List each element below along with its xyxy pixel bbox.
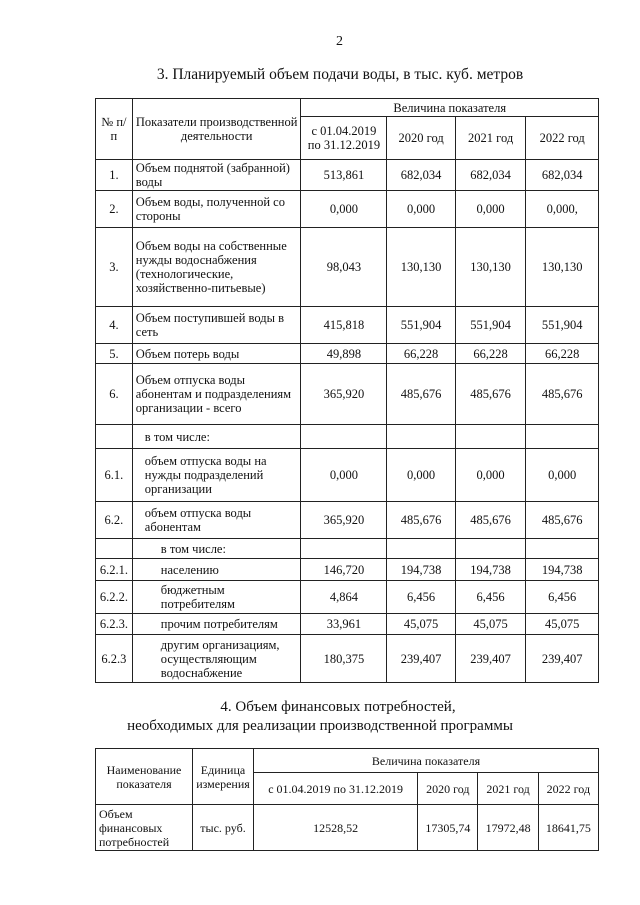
row-num: 6. — [96, 364, 133, 425]
section-3-title: 3. Планируемый объем подачи воды, в тыс. куб. метров — [156, 66, 524, 83]
row-value: 682,034 — [455, 160, 526, 191]
row-num: 6.1. — [96, 449, 133, 502]
table-row — [96, 539, 599, 559]
row-value: 130,130 — [387, 228, 455, 307]
table-row — [96, 425, 599, 449]
row-name: в том числе: — [132, 425, 301, 449]
row-value: 485,676 — [455, 502, 526, 539]
header-period-4: 2022 год — [538, 773, 598, 805]
header-period-4: 2022 год — [526, 117, 599, 160]
row-value: 66,228 — [526, 344, 599, 364]
row-name: прочим потребителям — [132, 614, 301, 635]
header-value-group: Величина показателя — [301, 99, 599, 117]
row-value: 0,000 — [301, 191, 387, 228]
table-row — [96, 449, 599, 502]
row-value: 6,456 — [455, 581, 526, 614]
header-period-1: с 01.04.2019 по 31.12.2019 — [254, 773, 418, 805]
row-value — [301, 425, 387, 449]
header-value-group: Величина показателя — [254, 749, 599, 773]
row-value: 130,130 — [455, 228, 526, 307]
row-name: Объем финансовых потребностей — [96, 805, 193, 851]
row-value — [526, 539, 599, 559]
water-supply-table — [95, 98, 599, 683]
row-value: 551,904 — [526, 307, 599, 344]
page-number: 2 — [336, 34, 343, 49]
row-num — [96, 425, 133, 449]
row-value — [526, 425, 599, 449]
row-value: 365,920 — [301, 364, 387, 425]
row-value: 513,861 — [301, 160, 387, 191]
header-period-1: с 01.04.2019 по 31.12.2019 — [301, 117, 387, 160]
row-value: 485,676 — [526, 364, 599, 425]
row-num: 6.2. — [96, 502, 133, 539]
row-value: 17972,48 — [478, 805, 538, 851]
row-name: объем отпуска воды на нужды подразделений организации — [132, 449, 301, 502]
header-unit: Единица измерения — [193, 749, 254, 805]
row-value: 239,407 — [455, 635, 526, 683]
row-num: 6.2.1. — [96, 559, 133, 581]
table-row — [96, 344, 599, 364]
row-value: 18641,75 — [538, 805, 598, 851]
row-value: 682,034 — [387, 160, 455, 191]
row-value: 0,000 — [455, 191, 526, 228]
table-row — [96, 559, 599, 581]
row-num: 1. — [96, 160, 133, 191]
row-value: 0,000 — [301, 449, 387, 502]
row-value: 4,864 — [301, 581, 387, 614]
row-name: Объем воды, полученной со стороны — [132, 191, 301, 228]
row-value: 682,034 — [526, 160, 599, 191]
header-period-3: 2021 год — [455, 117, 526, 160]
row-value: 194,738 — [455, 559, 526, 581]
header-num: № п/п — [96, 99, 133, 160]
header-period-2: 2020 год — [387, 117, 455, 160]
row-value: 485,676 — [387, 364, 455, 425]
section-4-title-line2: необходимых для реализации производственной программы — [127, 718, 513, 734]
row-value: 98,043 — [301, 228, 387, 307]
row-value: 0,000 — [526, 449, 599, 502]
table-row — [96, 364, 599, 425]
row-num: 6.2.3. — [96, 614, 133, 635]
row-value: 485,676 — [387, 502, 455, 539]
row-name: в том числе: — [132, 539, 301, 559]
row-value — [301, 539, 387, 559]
row-value: 180,375 — [301, 635, 387, 683]
row-name: Объем потерь воды — [132, 344, 301, 364]
row-value: 12528,52 — [254, 805, 418, 851]
table-row — [96, 502, 599, 539]
row-value: 551,904 — [455, 307, 526, 344]
row-name: бюджетным потребителям — [132, 581, 301, 614]
row-value: 365,920 — [301, 502, 387, 539]
row-value — [387, 539, 455, 559]
table-row — [96, 307, 599, 344]
row-value: 0,000, — [526, 191, 599, 228]
row-num: 2. — [96, 191, 133, 228]
row-value: 6,456 — [387, 581, 455, 614]
row-name: другим организациям, осуществляющим водоснабжение — [132, 635, 301, 683]
row-value: 0,000 — [387, 191, 455, 228]
header-period-3: 2021 год — [478, 773, 538, 805]
row-value: 45,075 — [387, 614, 455, 635]
row-value: 485,676 — [526, 502, 599, 539]
row-name: объем отпуска воды абонентам — [132, 502, 301, 539]
row-num: 3. — [96, 228, 133, 307]
row-name: Объем воды на собственные нужды водоснабжения (технологические, хозяйственно-питьевые) — [132, 228, 301, 307]
row-value: 66,228 — [387, 344, 455, 364]
row-value: 49,898 — [301, 344, 387, 364]
row-value: 45,075 — [455, 614, 526, 635]
table-row — [96, 228, 599, 307]
row-num: 5. — [96, 344, 133, 364]
row-name: Объем поступившей воды в сеть — [132, 307, 301, 344]
row-num: 6.2.2. — [96, 581, 133, 614]
header-name: Показатели производственной деятельности — [132, 99, 301, 160]
row-name: населению — [132, 559, 301, 581]
row-name: Объем поднятой (забранной) воды — [132, 160, 301, 191]
row-value — [455, 539, 526, 559]
row-value: 0,000 — [455, 449, 526, 502]
table-row — [96, 614, 599, 635]
header-name: Наименование показателя — [96, 749, 193, 805]
row-value: 239,407 — [387, 635, 455, 683]
row-value: 551,904 — [387, 307, 455, 344]
row-value: 6,456 — [526, 581, 599, 614]
section-4-title-line1: 4. Объем финансовых потребностей, — [220, 699, 456, 715]
table-row — [96, 191, 599, 228]
table-row — [96, 581, 599, 614]
row-value: 17305,74 — [418, 805, 478, 851]
row-num — [96, 539, 133, 559]
header-row — [96, 749, 599, 773]
row-name: Объем отпуска воды абонентам и подразделениям организации - всего — [132, 364, 301, 425]
row-num: 6.2.3 — [96, 635, 133, 683]
row-unit: тыс. руб. — [193, 805, 254, 851]
financial-needs-table — [95, 748, 599, 851]
row-value: 194,738 — [526, 559, 599, 581]
row-value: 239,407 — [526, 635, 599, 683]
row-value — [387, 425, 455, 449]
row-value: 33,961 — [301, 614, 387, 635]
header-period-2: 2020 год — [418, 773, 478, 805]
row-value: 66,228 — [455, 344, 526, 364]
table-row — [96, 160, 599, 191]
row-value — [455, 425, 526, 449]
row-value: 146,720 — [301, 559, 387, 581]
row-value: 194,738 — [387, 559, 455, 581]
row-value: 0,000 — [387, 449, 455, 502]
table-row — [96, 635, 599, 683]
row-num: 4. — [96, 307, 133, 344]
row-value: 45,075 — [526, 614, 599, 635]
row-value: 485,676 — [455, 364, 526, 425]
row-value: 130,130 — [526, 228, 599, 307]
section-4-title — [0, 698, 640, 736]
row-value: 415,818 — [301, 307, 387, 344]
table-row — [96, 805, 599, 851]
header-row — [96, 99, 599, 117]
